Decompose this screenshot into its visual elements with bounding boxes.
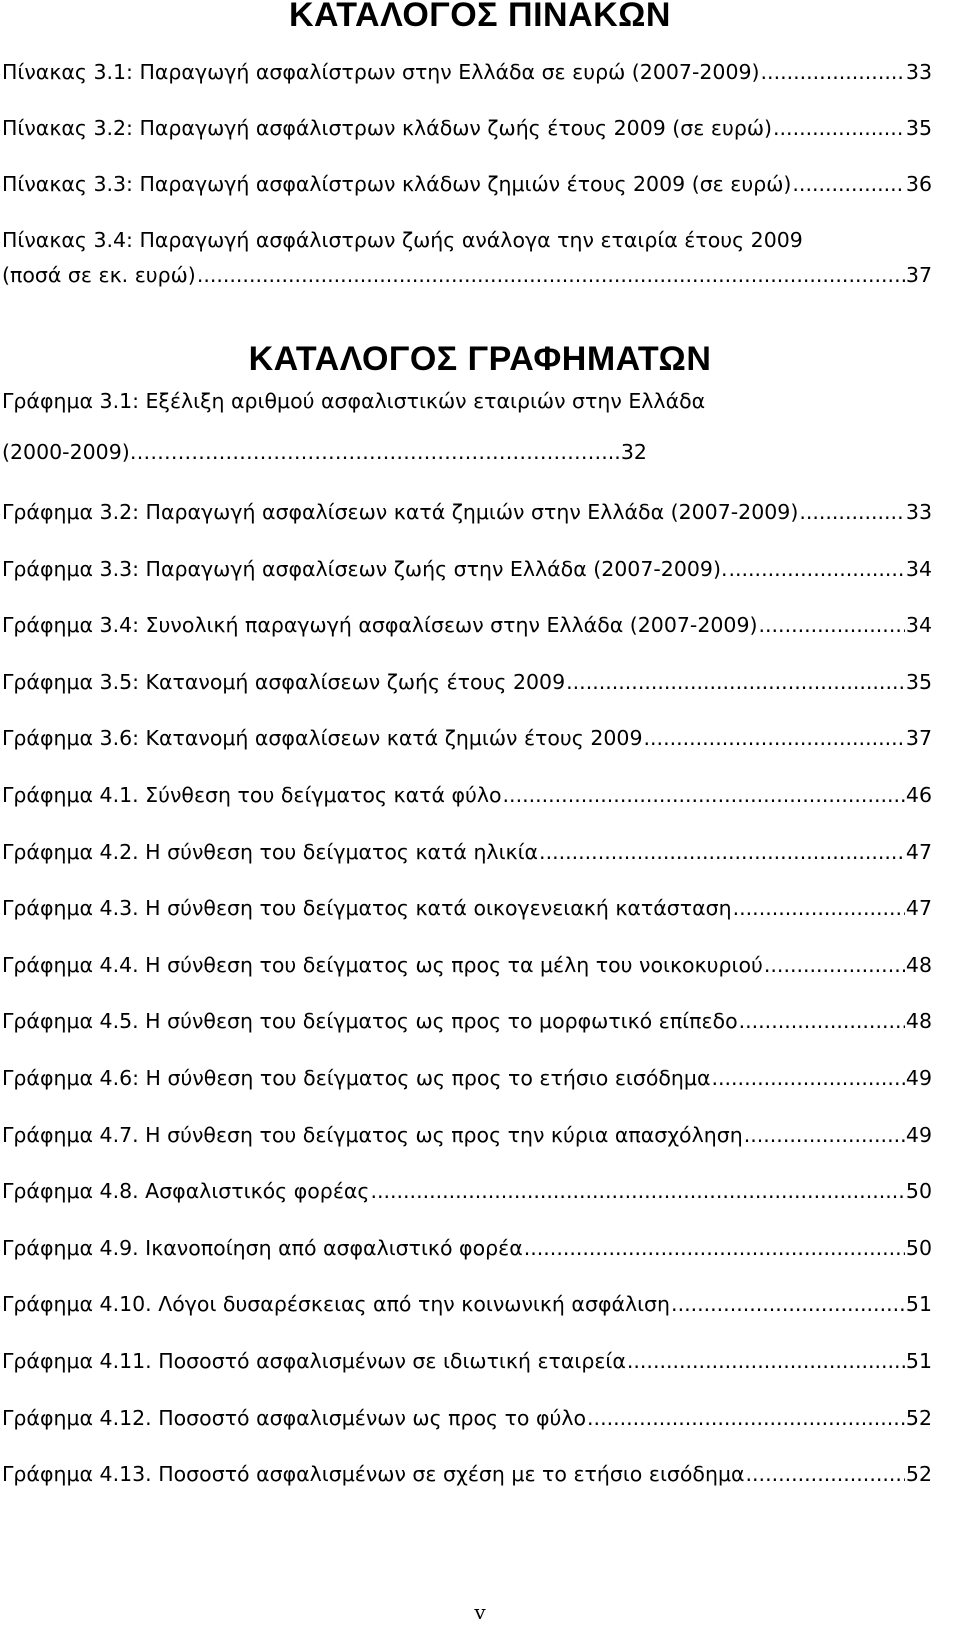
toc-entry-chart[interactable] <box>2 894 932 922</box>
toc-entry-chart[interactable] <box>2 1290 932 1318</box>
entry-title: Γράφημα 3.3: Παραγωγή ασφαλίσεων ζωής στην Ελλάδα (2007-2009). <box>2 557 728 581</box>
toc-entry-chart[interactable] <box>2 1460 932 1488</box>
dot-leader <box>503 781 905 809</box>
entry-page: 47 <box>905 840 932 864</box>
entry-title: Γράφημα 4.3. Η σύνθεση του δείγματος κατά οικογενειακή κατάσταση <box>2 896 732 920</box>
toc-entry-chart[interactable] <box>2 724 932 752</box>
entry-title: Πίνακας 3.2: Παραγωγή ασφάλιστρων κλάδων ζωής έτους 2009 (σε ευρώ) <box>2 116 773 140</box>
toc-entry-table-3-2[interactable] <box>2 114 932 142</box>
dot-leader <box>524 1234 905 1262</box>
entry-page: 36 <box>905 172 932 196</box>
dot-leader <box>370 1177 904 1205</box>
dot-leader <box>644 724 905 752</box>
toc-entry-chart[interactable] <box>2 1404 932 1432</box>
toc-entry-chart[interactable] <box>2 611 932 639</box>
dot-leader <box>746 1460 905 1488</box>
entry-page: 48 <box>905 953 932 977</box>
toc-entry-chart[interactable] <box>2 1121 932 1149</box>
entry-page: ..32 <box>607 440 647 464</box>
toc-entry-chart[interactable] <box>2 1007 932 1035</box>
dot-leader <box>566 668 905 696</box>
entry-title: Γράφημα 3.6: Κατανομή ασφαλίσεων κατά ζημιών έτους 2009 <box>2 726 643 750</box>
entry-page: 51 <box>905 1349 932 1373</box>
entry-page: 34 <box>905 557 932 581</box>
entry-title: Γράφημα 4.8. Ασφαλιστικός φορέας <box>2 1179 370 1203</box>
toc-entry-chart[interactable] <box>2 1064 932 1092</box>
entry-page: 33 <box>905 60 932 84</box>
toc-entry-chart[interactable] <box>2 838 932 866</box>
entry-page: 33 <box>905 500 932 524</box>
entry-title-line1: Γράφημα 3.1: Εξέλιξη αριθμού ασφαλιστικών εταιριών στην Ελλάδα <box>2 389 706 413</box>
entry-title: Γράφημα 4.10. Λόγοι δυσαρέσκειας από την κοινωνική ασφάλιση <box>2 1292 671 1316</box>
toc-entry-chart[interactable] <box>2 1177 932 1205</box>
entry-title: Γράφημα 4.2. Η σύνθεση του δείγματος κατά ηλικία <box>2 840 539 864</box>
toc-entry-table-3-1[interactable] <box>2 58 932 86</box>
entry-page: 50 <box>905 1236 932 1260</box>
entry-title: Γράφημα 4.7. Η σύνθεση του δείγματος ως προς την κύρια απασχόληση <box>2 1123 743 1147</box>
entry-title: Πίνακας 3.3: Παραγωγή ασφαλίστρων κλάδων ζημιών έτους 2009 (σε ευρώ) <box>2 172 792 196</box>
entry-title-line2: (2000-2009) <box>2 440 130 464</box>
entry-title: Γράφημα 4.1. Σύνθεση του δείγματος κατά φύλο <box>2 783 502 807</box>
entry-page: 51 <box>905 1292 932 1316</box>
entry-page: 46 <box>905 783 932 807</box>
entry-title-line2: (ποσά σε εκ. ευρώ) <box>2 263 196 287</box>
page-number: v <box>474 1600 486 1624</box>
charts-list-heading: ΚΑΤΑΛΟΓΟΣ ΓΡΑΦΗΜΑΤΩΝ <box>248 340 712 378</box>
entry-title: Γράφημα 4.11. Ποσοστό ασφαλισμένων σε ιδιωτική εταιρεία <box>2 1349 626 1373</box>
entry-page: 48 <box>905 1009 932 1033</box>
dot-leader <box>764 951 905 979</box>
entry-page: 49 <box>905 1066 932 1090</box>
toc-entry-chart[interactable] <box>2 498 932 526</box>
dot-leader <box>197 261 905 289</box>
entry-page: 52 <box>905 1406 932 1430</box>
dot-leader <box>587 1404 905 1432</box>
entry-title: Γράφημα 4.13. Ποσοστό ασφαλισμένων σε σχέση με το ετήσιο εισόδημα <box>2 1462 745 1486</box>
dot-leader <box>773 114 905 142</box>
toc-entry-table-3-4[interactable] <box>2 226 932 289</box>
entry-title: Γράφημα 4.5. Η σύνθεση του δείγματος ως προς το μορφωτικό επίπεδο <box>2 1009 738 1033</box>
dot-leader <box>539 838 905 866</box>
entry-title: Γράφημα 3.2: Παραγωγή ασφαλίσεων κατά ζημιών στην Ελλάδα (2007-2009) <box>2 500 799 524</box>
dot-leader <box>671 1290 905 1318</box>
dot-leader <box>799 498 905 526</box>
toc-entry-chart[interactable] <box>2 555 932 583</box>
dot-leader <box>761 58 905 86</box>
dot-leader: ……………………………………………………………. <box>129 440 608 464</box>
dot-leader <box>711 1064 904 1092</box>
entry-page: 50 <box>905 1179 932 1203</box>
dot-leader <box>739 1007 905 1035</box>
entry-title: Πίνακας 3.1: Παραγωγή ασφαλίστρων στην Ελλάδα σε ευρώ (2007-2009) <box>2 60 760 84</box>
dot-leader <box>744 1121 905 1149</box>
entry-title: Γράφημα 3.5: Κατανομή ασφαλίσεων ζωής έτους 2009 <box>2 670 566 694</box>
entry-page: 49 <box>905 1123 932 1147</box>
entry-title: Γράφημα 4.6: Η σύνθεση του δείγματος ως προς το ετήσιο εισόδημα <box>2 1066 711 1090</box>
dot-leader <box>733 894 905 922</box>
toc-entry-chart[interactable] <box>2 781 932 809</box>
toc-entry-chart[interactable] <box>2 1347 932 1375</box>
entry-title: Γράφημα 3.4: Συνολική παραγωγή ασφαλίσεων στην Ελλάδα (2007-2009) <box>2 613 758 637</box>
entry-page: 37 <box>905 726 932 750</box>
entry-title: Γράφημα 4.12. Ποσοστό ασφαλισμένων ως προς το φύλο <box>2 1406 587 1430</box>
dot-leader <box>728 555 904 583</box>
toc-entry-table-3-3[interactable] <box>2 170 932 198</box>
entry-title: Γράφημα 4.4. Η σύνθεση του δείγματος ως προς τα μέλη του νοικοκυριού <box>2 953 763 977</box>
entry-page: 52 <box>905 1462 932 1486</box>
toc-entry-chart[interactable] <box>2 951 932 979</box>
entry-page: 47 <box>905 896 932 920</box>
dot-leader <box>759 611 905 639</box>
entry-page: 35 <box>905 670 932 694</box>
dot-leader <box>792 170 905 198</box>
toc-entry-chart[interactable] <box>2 1234 932 1262</box>
entry-page: 37 <box>905 263 932 287</box>
entry-title: Γράφημα 4.9. Ικανοποίηση από ασφαλιστικό φορέα <box>2 1236 523 1260</box>
toc-entry-chart-3-1[interactable] <box>2 387 932 466</box>
tables-list-heading: ΚΑΤΑΛΟΓΟΣ ΠΙΝΑΚΩΝ <box>288 0 671 34</box>
entry-title-line1: Πίνακας 3.4: Παραγωγή ασφάλιστρων ζωής ανάλογα την εταιρία έτους 2009 <box>2 228 803 252</box>
toc-entry-chart[interactable] <box>2 668 932 696</box>
entry-page: 35 <box>905 116 932 140</box>
entry-page: 34 <box>905 613 932 637</box>
dot-leader <box>627 1347 905 1375</box>
